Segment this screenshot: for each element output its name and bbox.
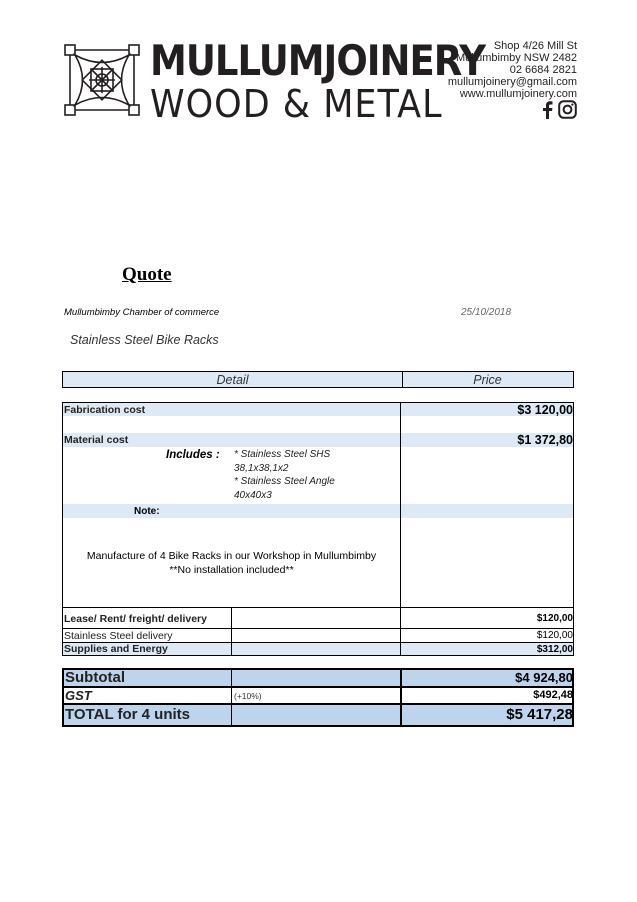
contact-block (448, 40, 577, 100)
sub-column-divider (231, 607, 232, 655)
note-text (63, 549, 400, 577)
fabrication-amount: $3 120,00 (517, 403, 573, 417)
facebook-icon[interactable] (542, 101, 553, 119)
totals-price-divider (400, 668, 402, 727)
table-header (62, 371, 574, 388)
project-title: Stainless Steel Bike Racks (70, 333, 219, 347)
delivery-label: Stainless Steel delivery (64, 630, 173, 642)
totals-row-divider (62, 703, 574, 705)
totals-row-divider (62, 686, 574, 688)
contact-website[interactable]: www.mullumjoinery.com (459, 88, 577, 100)
contact-address-line2: Mullumbimby NSW 2482 (455, 52, 577, 64)
total-amount: $5 417,28 (506, 706, 573, 723)
total-label: TOTAL for 4 units (65, 706, 191, 723)
note-line: **No installation included** (169, 564, 294, 576)
subtotal-amount: $4 924,80 (515, 670, 573, 685)
note-line: Manufacture of 4 Bike Racks in our Workshop in Mullumbimby (86, 550, 377, 562)
delivery-amount: $120,00 (536, 630, 573, 641)
brand-tagline: WOOD & METAL (150, 83, 443, 127)
contact-address-line1: Shop 4/26 Mill St (493, 40, 577, 52)
gst-rate: (+10%) (234, 691, 262, 701)
contact-email[interactable]: mullumjoinery@gmail.com (447, 76, 577, 88)
fabrication-label: Fabrication cost (64, 404, 146, 416)
lease-label: Lease/ Rent/ freight/ delivery (64, 613, 207, 625)
gst-amount: $492,48 (533, 689, 573, 701)
includes-label: Includes : (166, 449, 220, 461)
price-column-divider (400, 402, 401, 656)
includes-line: 38,1x38,1x2 (234, 462, 289, 474)
supplies-amount: $312,00 (536, 644, 573, 655)
lease-amount: $120,00 (536, 613, 573, 624)
row-divider (63, 607, 573, 608)
logo-mark-icon (60, 40, 144, 120)
subtotal-label: Subtotal (65, 669, 125, 686)
social-links (542, 100, 577, 119)
quote-date: 25/10/2018 (461, 307, 512, 318)
row-divider (63, 628, 573, 629)
includes-list (234, 448, 335, 502)
includes-line: * Stainless Steel Angle (234, 476, 335, 487)
instagram-icon[interactable] (558, 100, 577, 119)
quote-title: Quote (122, 264, 172, 285)
includes-line: 40x40x3 (234, 489, 272, 501)
gst-label: GST (65, 688, 92, 703)
material-label: Material cost (64, 434, 129, 446)
note-label: Note: (134, 506, 160, 517)
header-detail: Detail (63, 372, 403, 387)
material-amount: $1 372,80 (517, 433, 573, 447)
header-price: Price (473, 373, 502, 387)
brand-name: MULLUMJOINERY (150, 37, 486, 86)
supplies-label: Supplies and Energy (64, 643, 168, 655)
client-name: Mullumbimby Chamber of commerce (64, 307, 220, 318)
contact-phone: 02 6684 2821 (509, 64, 577, 76)
totals-column-divider (231, 668, 232, 727)
includes-line: * Stainless Steel SHS (234, 449, 331, 460)
